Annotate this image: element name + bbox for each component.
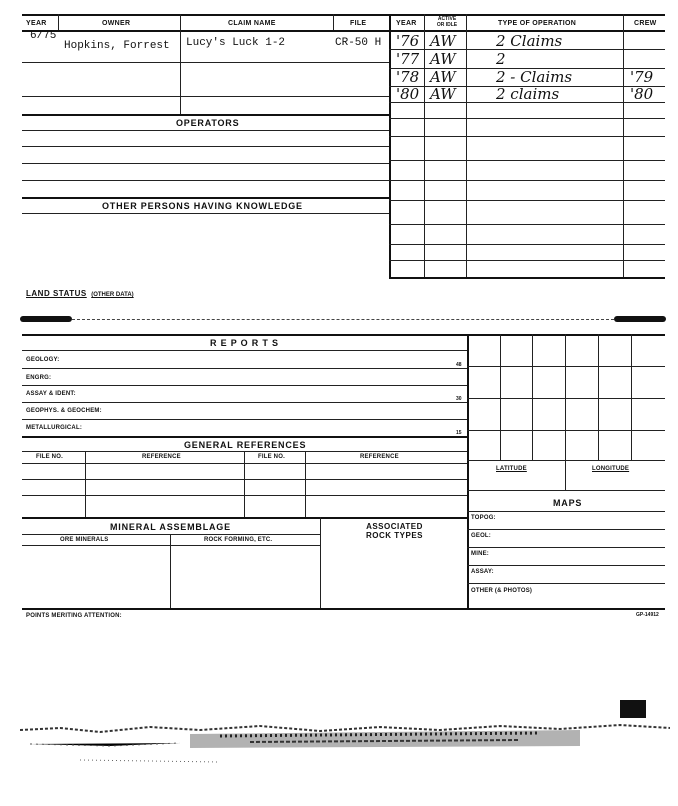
- header-year: YEAR: [26, 20, 47, 27]
- header-bottom-rule: [22, 30, 665, 32]
- col-sep-active: [466, 14, 467, 278]
- reports-heading: R E P O R T S: [210, 338, 279, 348]
- general-references-heading: GENERAL REFERENCES: [184, 440, 307, 450]
- reports-line-3: [22, 402, 467, 403]
- reports-line-1: [22, 368, 467, 369]
- operators-heading: OPERATORS: [176, 118, 240, 128]
- mineral-col-ore: ORE MINERALS: [60, 537, 109, 543]
- record-claim-name: Lucy's Luck 1-2: [186, 37, 286, 49]
- ops-line-8: [389, 180, 665, 181]
- operators-line-2: [22, 163, 389, 164]
- ops-year-3: '78: [396, 68, 420, 86]
- report-geology-code: 48: [456, 362, 462, 368]
- points-meriting-attention: POINTS MERITING ATTENTION:: [26, 613, 122, 619]
- maps-line-1: [467, 529, 665, 530]
- maps-other-label: OTHER (& PHOTOS): [471, 588, 533, 594]
- reports-top-rule: [22, 334, 665, 336]
- ref-sep-3: [305, 451, 306, 517]
- report-geophys-label: GEOPHYS. & GEOCHEM:: [26, 408, 102, 414]
- mineral-col-rule: [22, 545, 320, 546]
- ref-col-file-no-2: FILE NO.: [258, 454, 285, 460]
- col-sep-year: [58, 14, 59, 30]
- maps-heading: MAPS: [553, 498, 583, 508]
- ops-type-3: 2 - Claims: [496, 68, 573, 86]
- header-active-label: ACTIVE: [437, 16, 457, 22]
- ops-line-6: [389, 136, 665, 137]
- grid-h-3: [467, 430, 665, 431]
- ops-type-4: 2 claims: [496, 85, 560, 103]
- owner-row-line-2: [22, 96, 389, 97]
- maps-heading-rule: [467, 511, 665, 512]
- ref-sep-1: [85, 451, 86, 517]
- ops-status-2: AW: [430, 50, 456, 68]
- col-sep-claim: [333, 14, 334, 30]
- ref-line-1: [22, 479, 467, 480]
- operators-line-3: [22, 180, 389, 181]
- mineral-block-bottom: [22, 608, 665, 610]
- report-geology-label: GEOLOGY:: [26, 357, 60, 363]
- associated-rock-types-heading: [322, 522, 467, 540]
- grid-v-4: [598, 334, 599, 460]
- operators-line-1: [22, 146, 389, 147]
- maps-line-2: [467, 547, 665, 548]
- ref-col-reference-1: REFERENCE: [142, 454, 181, 460]
- header-crew: CREW: [634, 20, 657, 27]
- header-year-ops: YEAR: [396, 20, 417, 27]
- longitude-label: LONGITUDE: [592, 466, 630, 472]
- maps-assay-label: ASSAY:: [471, 569, 494, 575]
- ref-block-bottom: [22, 517, 467, 519]
- header-claim-name: CLAIM NAME: [228, 20, 276, 27]
- other-persons-rule: [22, 213, 389, 214]
- ops-crew-3: '79: [630, 68, 654, 86]
- land-status-title: LAND STATUS: [26, 289, 87, 298]
- ops-line-7: [389, 160, 665, 161]
- ops-year-1: '76: [396, 32, 420, 50]
- maps-topog-label: TOPOG:: [471, 515, 496, 521]
- ops-year-4: '80: [396, 85, 420, 103]
- scan-noise-band: [20, 700, 670, 780]
- ops-status-1: AW: [430, 32, 456, 50]
- maps-line-4: [467, 583, 665, 584]
- ref-col-reference-2: REFERENCE: [360, 454, 399, 460]
- grid-v-1: [500, 334, 501, 460]
- ops-crew-4: '80: [630, 85, 654, 103]
- ops-line-10: [389, 224, 665, 225]
- grid-v-2: [532, 334, 533, 460]
- grid-v-3: [565, 334, 566, 490]
- ops-year-2: '77: [396, 50, 420, 68]
- grid-h-2: [467, 398, 665, 399]
- report-assay-label: ASSAY & IDENT:: [26, 391, 76, 397]
- grid-h-1: [467, 366, 665, 367]
- lat-long-bottom: [467, 490, 665, 491]
- report-engrg-label: ENGRG:: [26, 375, 52, 381]
- ops-type-1: 2 Claims: [496, 32, 563, 50]
- ops-line-12: [389, 260, 665, 261]
- ref-line-2: [22, 495, 467, 496]
- grid-v-5: [631, 334, 632, 460]
- operators-heading-rule: [22, 130, 389, 131]
- grid-h-4: [467, 460, 665, 461]
- ref-col-file-no-1: FILE NO.: [36, 454, 63, 460]
- reports-block-bottom: [22, 436, 467, 438]
- mineral-heading-rule: [22, 534, 320, 535]
- col-sep-owner: [180, 14, 181, 114]
- header-idle-label: OR IDLE: [436, 22, 458, 28]
- land-status-label: [26, 283, 134, 301]
- ops-line-11: [389, 244, 665, 245]
- mineral-col-rock-forming: ROCK FORMING, ETC.: [204, 537, 273, 543]
- associated-label: ASSOCIATED: [366, 522, 423, 531]
- maps-line-3: [467, 565, 665, 566]
- reports-line-2: [22, 385, 467, 386]
- report-metallurgical-code: 15: [456, 430, 462, 436]
- ops-line-9: [389, 200, 665, 201]
- ops-status-4: AW: [430, 85, 456, 103]
- latitude-label: LATITUDE: [496, 466, 527, 472]
- maps-mine-label: MINE:: [471, 551, 489, 557]
- scan-mark-left: [20, 316, 72, 322]
- right-grid-left-border: [467, 334, 469, 608]
- header-type-of-operation: TYPE OF OPERATION: [498, 20, 577, 27]
- ref-sep-2: [244, 451, 245, 517]
- record-owner: Hopkins, Forrest: [64, 40, 170, 52]
- reports-heading-rule: [22, 350, 467, 351]
- header-file: FILE: [350, 20, 367, 27]
- record-year: 6/75: [30, 30, 57, 42]
- ops-type-2: 2: [496, 50, 506, 68]
- owner-row-line-1: [22, 62, 389, 63]
- form-top-border: [22, 14, 665, 16]
- col-sep-year-ops: [424, 14, 425, 278]
- owner-block-bottom: [22, 114, 389, 116]
- report-assay-code: 30: [456, 396, 462, 402]
- header-owner: OWNER: [102, 20, 131, 27]
- col-sep-type: [623, 14, 624, 278]
- maps-geol-label: GEOL:: [471, 533, 491, 539]
- report-metallurgical-label: METALLURGICAL:: [26, 425, 83, 431]
- land-status-note: (OTHER DATA): [91, 292, 134, 298]
- mineral-assemblage-heading: MINERAL ASSEMBLAGE: [110, 522, 231, 532]
- form-number: GP-14912: [636, 612, 659, 618]
- ops-status-3: AW: [430, 68, 456, 86]
- rock-types-label: ROCK TYPES: [365, 531, 423, 540]
- mineral-sep-1: [170, 534, 171, 608]
- mineral-sep-2: [320, 517, 321, 608]
- other-persons-heading: OTHER PERSONS HAVING KNOWLEDGE: [102, 201, 303, 211]
- record-file: CR-50 H: [335, 37, 382, 49]
- scan-mark-right: [614, 316, 666, 322]
- header-active-or-idle: [428, 16, 466, 28]
- reports-line-4: [22, 419, 467, 420]
- ops-line-5: [389, 118, 665, 119]
- col-sep-file: [389, 14, 391, 278]
- land-status-dash-rule: [72, 319, 614, 320]
- ops-block-bottom: [389, 277, 665, 279]
- operators-block-bottom: [22, 197, 389, 199]
